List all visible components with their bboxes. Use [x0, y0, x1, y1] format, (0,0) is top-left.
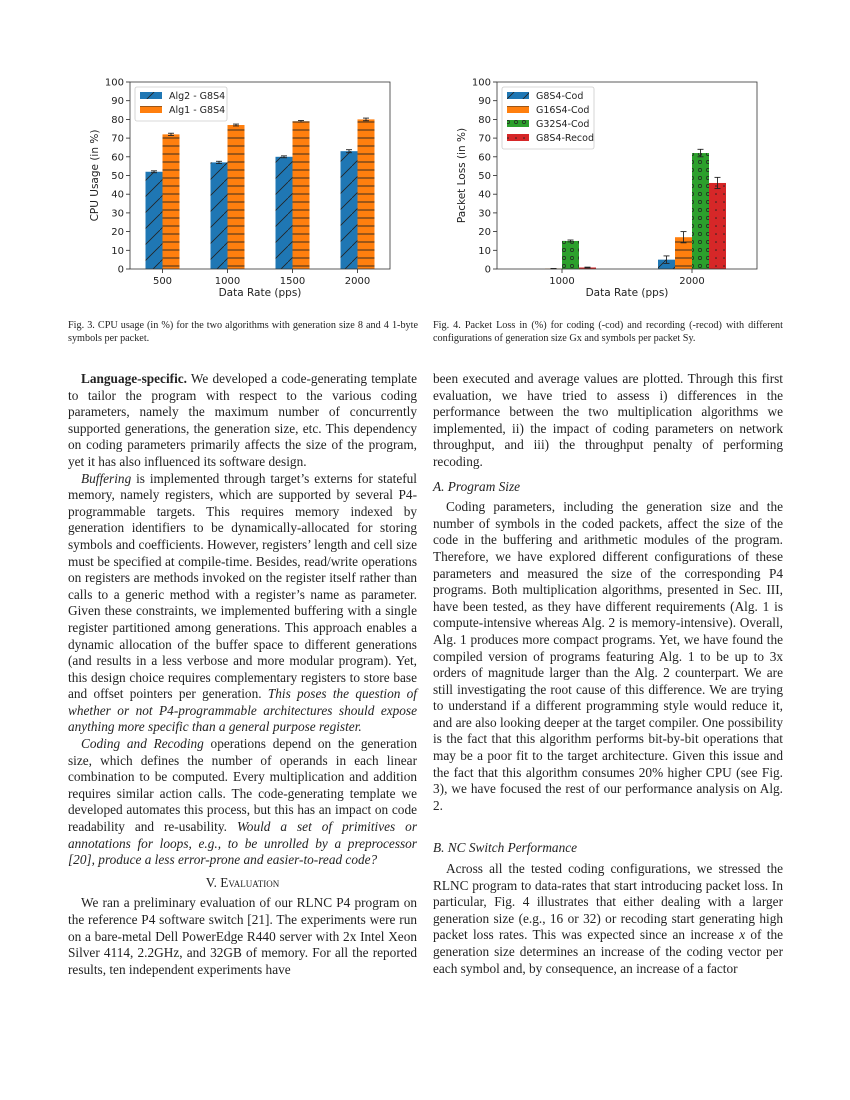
section-title: Evaluation	[220, 874, 280, 890]
svg-text:100: 100	[104, 77, 124, 89]
subsection-heading-nc-switch-performance: B. NC Switch Performance	[433, 840, 578, 856]
subsection-heading-program-size: A. Program Size	[433, 478, 521, 494]
svg-text:1500: 1500	[279, 276, 306, 287]
paragraph-text: operations depend on the generation size, which defines the number of operands in each linear combination to be computed. Every multiplication and addition requires similar action calls. The code-generating template we developed automates this process, but this has an impact on code readability and re-usability.	[68, 736, 417, 835]
svg-text:G16S4-Cod: G16S4-Cod	[536, 105, 590, 116]
svg-text:50: 50	[478, 171, 491, 182]
svg-text:G8S4-Cod: G8S4-Cod	[536, 91, 584, 102]
fig3-svg	[80, 70, 400, 310]
svg-text:1000: 1000	[549, 276, 575, 287]
svg-text:Alg2 - G8S4: Alg2 - G8S4	[169, 91, 226, 102]
open-question: Would a set of primitives or annotations for loops, e.g., to be unrolled by a preprocessor [20], produce a less error-prone and easier-to-read code?	[68, 819, 417, 868]
svg-text:90: 90	[478, 96, 491, 108]
fig4-svg	[440, 70, 760, 310]
svg-text:40: 40	[478, 189, 491, 201]
svg-text:2000: 2000	[344, 276, 371, 287]
svg-text:Data Rate (pps): Data Rate (pps)	[218, 287, 302, 299]
svg-text:10: 10	[478, 245, 491, 257]
svg-text:1000: 1000	[214, 276, 241, 287]
emphasis-term: Coding and Recoding	[81, 736, 204, 752]
svg-text:Data Rate (pps): Data Rate (pps)	[585, 287, 669, 299]
emphasis-term: Buffering	[81, 470, 132, 486]
svg-text:30: 30	[111, 208, 124, 220]
run-in-heading: Language-specific.	[81, 371, 187, 386]
svg-text:70: 70	[478, 133, 491, 145]
svg-text:2000: 2000	[679, 276, 705, 287]
svg-text:50: 50	[111, 171, 124, 182]
left-column	[68, 371, 417, 978]
paragraph-evaluation: We ran a preliminary evaluation of our RLNC P4 program on the reference P4 software switch [21]. The experiments were run on a bare-metal Dell PowerEdge R440 server with 2x Intel Xeon Silver 4114, 2.2GHz, and 32GB of memory. For all the reported results, ten independent experiments have	[68, 895, 417, 977]
paragraph-text: is implemented through target’s externs for stateful memory, namely registers, which are supported by several P4-programmable targets. This requires memory indexed by generation identifiers to be dynamically-allocated for storing symbols and coefficients. However, registers’ length and cell size must be specified at compile-time. Besides, read/write operations on registers are methods invoked on the register itself rather than calls to a generic method with a register’s name as parameter. Given these constraints, we implemented buffering with a single register partitioned among generations. This approach enables a dynamic allocation of the buffer space to different generations (and results in a less verbose and more modular program). Yet, this design choice requires complementary registers to store base and offset pointers per generation.	[68, 470, 417, 702]
section-number: V.	[205, 874, 221, 890]
svg-text:20: 20	[478, 227, 491, 239]
paragraph-language-specific	[68, 371, 417, 471]
section-heading-evaluation	[68, 875, 417, 892]
right-column	[433, 371, 783, 977]
paragraph-text: Across all the tested coding configurations, we stressed the RLNC program to data-rates that start introducing packet loss. In particular, Fig. 4 illustrates that either dealing with a larger generation size (e.g., 16 or 32) or recoding start generating high packet loss rates. This was expected since an increase	[433, 861, 783, 943]
figure-4-caption: Fig. 4. Packet Loss in (%) for coding (-cod) and recording (-recod) with different configurations of generation size Gx and symbols per packet Sy.	[433, 320, 783, 344]
svg-text:10: 10	[111, 245, 124, 257]
paragraph-program-size: Coding parameters, including the generation size and the number of symbols in the coded packets, affect the size of the code in the buffering and arithmetic modules of the program. Therefore, we have explored different configurations of these parameters and measured the size of the corresponding P4 programs. Both multiplication algorithms, presented in Sec. III, have been tested, as they have different requirements (Alg. 1 is compute-intensive whereas Alg. 2 is memory-intensive). Overall, Alg. 1 produces more compact programs. Yet, we have found the compiled version of programs featuring Alg. 1 to be up to 3x orders of magnitude larger than the Alg. 2 counterpart. We are still investigating the root cause of this difference. We are trying to understand if a different programming style would reduce it, and are also looking deeper at the target compiler. One possibility is the fact that this algorithm performs bit-by-bit operations that may be a poor fit to the target architecture. Given this issue and the fact that this algorithm consumes 20% higher CPU (see Fig. 3), we have focused the rest of our performance analysis on Alg. 2.	[433, 499, 783, 813]
paragraph-buffering	[68, 471, 417, 737]
figure-3-cpu-usage-chart	[80, 70, 400, 310]
svg-text:60: 60	[111, 152, 124, 164]
svg-text:G8S4-Recod: G8S4-Recod	[536, 133, 594, 144]
math-variable: x	[739, 927, 746, 943]
svg-text:500: 500	[152, 276, 173, 287]
svg-text:CPU Usage (in %): CPU Usage (in %)	[89, 129, 101, 222]
svg-text:70: 70	[111, 133, 124, 145]
paragraph-text: of the generation size determines an increase of the coding vector per each symbol and, by consequence, an increase of a factor	[433, 927, 783, 976]
figure-4-packet-loss-chart	[440, 70, 760, 310]
paragraph-nc-switch	[433, 861, 783, 977]
svg-text:80: 80	[478, 114, 491, 126]
paragraph-text: We developed a code-generating template to tailor the program with respect to the various coding parameters, namely the maximum number of concurrently supported generations, the generation size, etc. This dependency on coding parameters primarily affects the size of the program, yet it has also influenced its software design.	[68, 371, 417, 469]
paragraph-eval-continued: been executed and average values are plotted. Through this first evaluation, we have tried to assess i) differences in the performance between the two multiplication algorithms we implemented, ii) the impact of coding parameters on network throughput, and iii) the throughput penalty of performing recoding.	[433, 371, 783, 469]
open-question: This poses the question of whether or not P4-programmable architectures should expose anything more specific than a general purpose register.	[68, 686, 417, 735]
svg-text:90: 90	[111, 96, 124, 108]
figure-3-caption: Fig. 3. CPU usage (in %) for the two algorithms with generation size 8 and 4 1-byte symbols per packet.	[68, 320, 418, 344]
svg-text:60: 60	[478, 152, 491, 164]
svg-text:G32S4-Cod: G32S4-Cod	[536, 119, 590, 130]
svg-text:Alg1 - G8S4: Alg1 - G8S4	[169, 105, 226, 116]
svg-text:80: 80	[111, 114, 124, 126]
svg-text:0: 0	[484, 264, 491, 276]
svg-text:30: 30	[478, 208, 491, 220]
svg-text:40: 40	[111, 189, 124, 201]
svg-text:20: 20	[111, 227, 124, 239]
svg-text:100: 100	[471, 77, 491, 89]
paragraph-coding-recoding	[68, 736, 417, 869]
svg-text:0: 0	[117, 264, 124, 276]
svg-text:Packet Loss (in %): Packet Loss (in %)	[456, 127, 468, 224]
